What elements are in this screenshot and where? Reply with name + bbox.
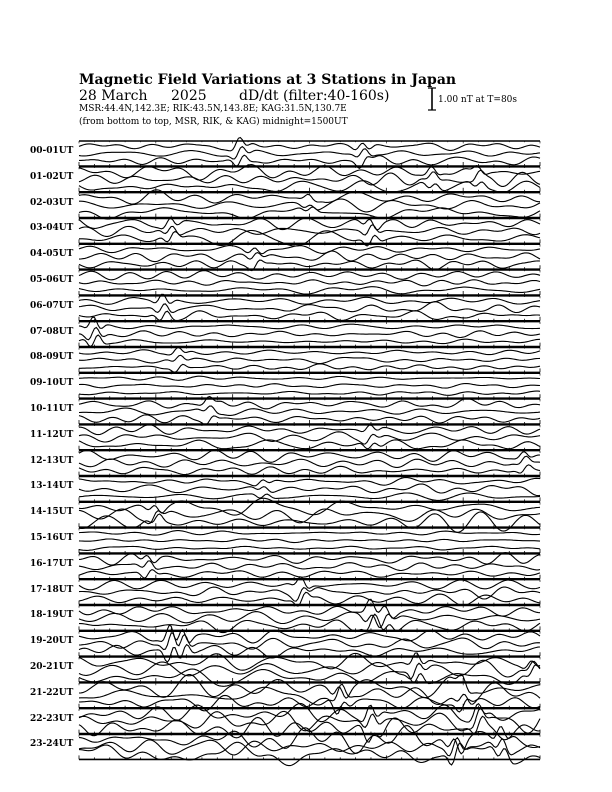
panel-10-11UT — [79, 397, 540, 425]
row-label-23-24UT: 23-24UT — [30, 739, 74, 750]
trace-RIK-05-06UT — [79, 280, 540, 286]
row-label-02-03UT: 02-03UT — [30, 197, 74, 208]
panel-00-01UT — [79, 138, 540, 169]
row-label-22-23UT: 22-23UT — [30, 713, 74, 724]
panel-02-03UT — [79, 190, 540, 219]
row-label-05-06UT: 05-06UT — [30, 275, 74, 285]
panel-09-10UT — [79, 373, 540, 398]
trace-RIK-02-03UT — [79, 199, 540, 212]
trace-RIK-03-04UT — [79, 225, 540, 237]
row-label-18-19UT: 18-19UT — [30, 610, 74, 621]
panel-17-18UT — [79, 577, 540, 606]
trace-RIK-08-09UT — [79, 355, 540, 363]
panel-16-17UT — [79, 553, 540, 579]
row-label-06-07UT: 06-07UT — [30, 300, 74, 311]
trace-RIK-01-02UT — [79, 170, 540, 186]
chart-title: Magnetic Field Variations at 3 Stations in Japan — [79, 72, 457, 88]
trace-RIK-21-22UT — [79, 683, 540, 705]
row-label-15-16UT: 15-16UT — [30, 533, 74, 543]
panel-13-14UT — [79, 476, 540, 501]
row-label-11-12UT: 11-12UT — [30, 429, 74, 440]
panel-03-04UT — [79, 218, 540, 246]
trace-KAG-00-01UT — [79, 138, 540, 151]
row-label-17-18UT: 17-18UT — [30, 584, 74, 595]
trace-RIK-04-05UT — [79, 251, 540, 262]
panel-07-08UT — [79, 317, 540, 347]
scale-bar — [428, 88, 436, 110]
row-label-08-09UT: 08-09UT — [30, 352, 74, 363]
row-label-21-22UT: 21-22UT — [30, 687, 74, 698]
trace-RIK-13-14UT — [79, 484, 540, 496]
trace-RIK-09-10UT — [79, 384, 540, 389]
trace-RIK-10-11UT — [79, 406, 540, 415]
row-label-03-04UT: 03-04UT — [30, 223, 74, 234]
panel-04-05UT — [79, 244, 540, 270]
row-label-14-15UT: 14-15UT — [30, 507, 74, 518]
chart-subtitle — [79, 88, 389, 104]
row-label-07-08UT: 07-08UT — [30, 326, 74, 337]
row-label-19-20UT: 19-20UT — [30, 636, 74, 647]
trace-RIK-06-07UT — [79, 302, 540, 313]
row-label-09-10UT: 09-10UT — [30, 378, 74, 389]
trace-RIK-15-16UT — [79, 539, 540, 543]
panel-06-07UT — [79, 294, 540, 321]
panel-05-06UT — [79, 270, 540, 295]
panels — [79, 138, 540, 766]
row-label-04-05UT: 04-05UT — [30, 249, 74, 260]
row-label-20-21UT: 20-21UT — [30, 662, 74, 672]
trace-KAG-09-10UT — [79, 376, 540, 380]
trace-KAG-04-05UT — [79, 246, 540, 254]
trace-RIK-16-17UT — [79, 561, 540, 571]
stations-line: MSR:44.4N,142.3E; RIK:43.5N,143.8E; KAG:31.5N,130.7E — [79, 104, 347, 114]
panel-15-16UT — [79, 528, 540, 553]
panel-08-09UT — [79, 347, 540, 372]
trace-RIK-00-01UT — [79, 147, 540, 159]
row-label-10-11UT: 10-11UT — [30, 404, 74, 414]
panel-01-02UT — [79, 165, 540, 193]
date-label: 28 March — [79, 88, 148, 104]
panel-20-21UT — [79, 653, 540, 686]
row-label-00-01UT: 00-01UT — [30, 146, 74, 156]
year-label: 2025 — [171, 88, 207, 104]
scale-bar-label: 1.00 nT at T=80s — [438, 95, 518, 105]
row-label-01-02UT: 01-02UT — [30, 171, 74, 182]
trace-RIK-23-24UT — [79, 738, 540, 756]
row-label-13-14UT: 13-14UT — [30, 481, 74, 492]
row-label-16-17UT: 16-17UT — [30, 558, 74, 569]
panel-11-12UT — [79, 425, 540, 450]
panel-14-15UT — [79, 498, 540, 532]
trace-KAG-05-06UT — [79, 271, 540, 280]
trace-RIK-07-08UT — [79, 328, 540, 340]
panel-12-13UT — [79, 450, 540, 475]
row-label-12-13UT: 12-13UT — [30, 455, 74, 466]
order-line: (from bottom to top, MSR, RIK, & KAG) midnight=1500UT — [79, 117, 348, 127]
trace-RIK-12-13UT — [79, 456, 540, 467]
quantity-label: dD/dt (filter:40-160s) — [239, 88, 390, 104]
trace-KAG-15-16UT — [79, 531, 540, 536]
